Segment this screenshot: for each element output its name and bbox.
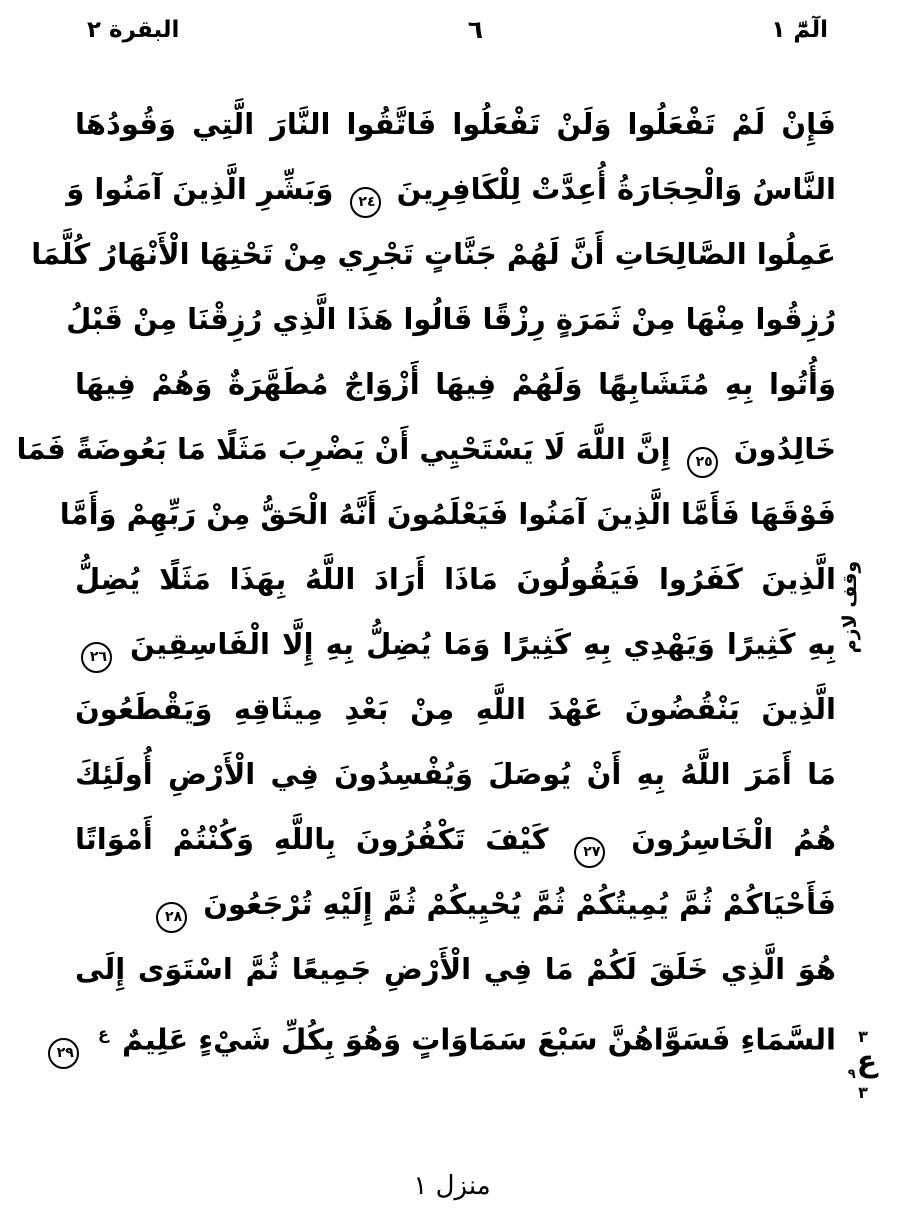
quran-text-segment: فَإِنْ لَمْ تَفْعَلُوا وَلَنْ تَفْعَلُوا فَاتَّقُوا النَّارَ الَّتِي وَقُودُهَا bbox=[75, 107, 836, 141]
quran-text-segment: فَأَحْيَاكُمْ ثُمَّ يُمِيتُكُمْ ثُمَّ يُحْيِيكُمْ ثُمَّ إِلَيْهِ تُرْجَعُونَ bbox=[203, 887, 836, 921]
ayah-number-marker: ٢٥ bbox=[687, 447, 718, 478]
ayah-number-marker: ٢٦ bbox=[81, 642, 112, 673]
quran-text-segment: النَّاسُ وَالْحِجَارَةُ أُعِدَّتْ لِلْكَافِرِينَ bbox=[396, 172, 836, 206]
ayah-number-marker: ٢٨ bbox=[156, 902, 187, 933]
quran-line bbox=[75, 677, 836, 742]
surah-name-label: البقرة ٢ bbox=[87, 17, 180, 43]
ruku-in-juz-number: ٣ bbox=[858, 1083, 868, 1102]
quran-text-segment: وَبَشِّرِ الَّذِينَ آمَنُوا وَ bbox=[66, 172, 334, 206]
waqf-lazim-margin-note: وقف لازم bbox=[839, 560, 861, 654]
quran-line bbox=[75, 742, 836, 807]
quran-text-segment: الَّذِينَ يَنْقُضُونَ عَهْدَ اللَّهِ مِنْ بَعْدِ مِيثَاقِهِ وَيَقْطَعُونَ bbox=[75, 692, 836, 726]
ruku-ain-symbol bbox=[840, 1046, 886, 1084]
ain-glyph: ع bbox=[856, 1044, 878, 1079]
juz-name-label: الٓمّٓ ١ bbox=[771, 17, 828, 43]
quran-line bbox=[75, 352, 836, 417]
quran-line bbox=[56, 1002, 836, 1067]
quran-text-segment: كَيْفَ تَكْفُرُونَ بِاللَّهِ وَكُنْتُمْ أَمْوَاتًا bbox=[75, 822, 549, 856]
page-footer bbox=[0, 1171, 904, 1201]
quran-line bbox=[75, 547, 836, 612]
quran-text-block bbox=[16, 92, 836, 1067]
quran-text-segment: إِنَّ اللَّهَ لَا يَسْتَحْيِي أَنْ يَضْرِبَ مَثَلًا مَا بَعُوضَةً فَمَا bbox=[16, 432, 671, 466]
page-number: ٦ bbox=[467, 15, 484, 44]
quran-text-segment: بِهِ كَثِيرًا وَيَهْدِي بِهِ كَثِيرًا وَمَا يُضِلُّ بِهِ إِلَّا الْفَاسِقِينَ bbox=[130, 627, 836, 661]
quran-line bbox=[66, 287, 836, 352]
ruku-marker bbox=[840, 1028, 886, 1102]
quran-line bbox=[66, 157, 836, 222]
quran-text-segment: عَمِلُوا الصَّالِحَاتِ أَنَّ لَهُمْ جَنَّاتٍ تَجْرِي مِنْ تَحْتِهَا الْأَنْهَارُ كُلَّمَا bbox=[31, 237, 836, 271]
quran-line bbox=[75, 92, 836, 157]
quran-text-segment: فَوْقَهَا فَأَمَّا الَّذِينَ آمَنُوا فَيَعْلَمُونَ أَنَّهُ الْحَقُّ مِنْ رَبِّهِمْ وَأَمَّا bbox=[59, 497, 836, 531]
quran-line bbox=[31, 222, 836, 287]
quran-line bbox=[75, 612, 836, 677]
quran-text-segment: مَا أَمَرَ اللَّهُ بِهِ أَنْ يُوصَلَ وَيُفْسِدُونَ فِي الْأَرْضِ أُولَئِكَ bbox=[75, 757, 836, 791]
quran-line bbox=[16, 417, 836, 482]
quran-text-segment: هُوَ الَّذِي خَلَقَ لَكُمْ مَا فِي الْأَرْضِ جَمِيعًا ثُمَّ اسْتَوَى إِلَى bbox=[75, 952, 836, 986]
quran-line bbox=[75, 872, 836, 937]
ayah-number-marker: ٢٧ bbox=[574, 837, 605, 868]
page-header bbox=[75, 10, 836, 54]
quran-text-segment: خَالِدُونَ bbox=[733, 432, 836, 466]
quran-text-segment: هُمُ الْخَاسِرُونَ bbox=[631, 822, 836, 856]
ruku-in-surah-number: ٣ bbox=[858, 1027, 868, 1046]
manzil-label: منزل ١ bbox=[413, 1171, 491, 1201]
quran-text-segment: السَّمَاءِ فَسَوَّاهُنَّ سَبْعَ سَمَاوَاتٍ وَهُوَ بِكُلِّ شَيْءٍ عَلِيمٌ bbox=[122, 1022, 836, 1057]
quran-text-segment: الَّذِينَ كَفَرُوا فَيَقُولُونَ مَاذَا أَرَادَ اللَّهُ بِهَذَا مَثَلًا يُضِلُّ bbox=[75, 562, 836, 596]
ayah-number-marker: ٢٩ bbox=[48, 1038, 79, 1069]
quran-text-segment: وَأُتُوا بِهِ مُتَشَابِهًا وَلَهُمْ فِيهَا أَزْوَاجٌ مُطَهَّرَةٌ وَهُمْ فِيهَا bbox=[75, 367, 836, 401]
quran-line bbox=[75, 937, 836, 1002]
ayah-number-marker: ٢٤ bbox=[350, 187, 381, 218]
quran-text-segment: رُزِقُوا مِنْهَا مِنْ ثَمَرَةٍ رِزْقًا قَالُوا هَذَا الَّذِي رُزِقْنَا مِنْ قَبْلُ bbox=[66, 302, 836, 336]
ruku-ayah-count: ٩ bbox=[847, 1067, 856, 1082]
quran-line bbox=[75, 807, 836, 872]
quran-line bbox=[59, 482, 836, 547]
ruku-end-symbol: ع bbox=[97, 1024, 109, 1043]
